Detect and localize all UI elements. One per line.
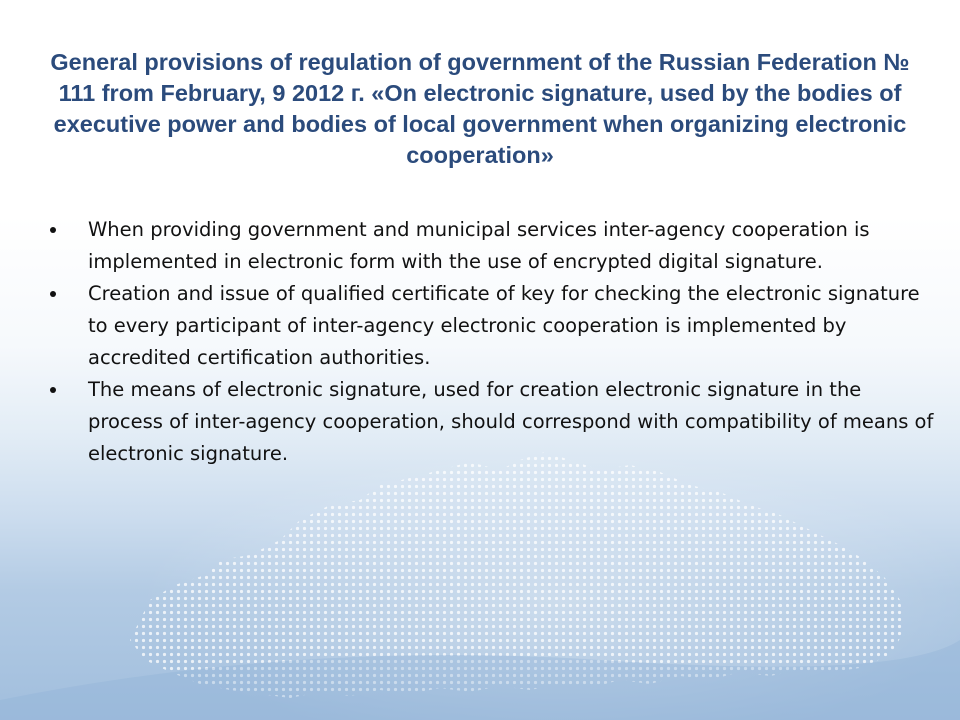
bullet-point-icon [50,227,56,233]
bullet-list [50,214,940,470]
bullet-point-icon [50,291,56,297]
bullet-item [50,278,940,374]
bullet-text: Creation and issue of qualified certificate of key for checking the electronic signature to every participant of inter-agency electronic cooperation is implemented by accredited certification authorities. [88,282,920,369]
slide-title: General provisions of regulation of government of the Russian Federation № 111 from February, 9 2012 г. «On electronic signature, used by the bodies of executive power and bodies of local government when organizing electronic cooperation» [50,49,910,168]
bullet-point-icon [50,387,56,393]
bullet-text: The means of electronic signature, used for creation electronic signature in the process of inter-agency cooperation, should correspond with compatibility of means of electronic signature. [88,378,934,465]
bullet-item [50,374,940,470]
bullet-item [50,214,940,278]
bullet-text: When providing government and municipal services inter-agency cooperation is implemented in electronic form with the use of encrypted digital signature. [88,218,870,273]
